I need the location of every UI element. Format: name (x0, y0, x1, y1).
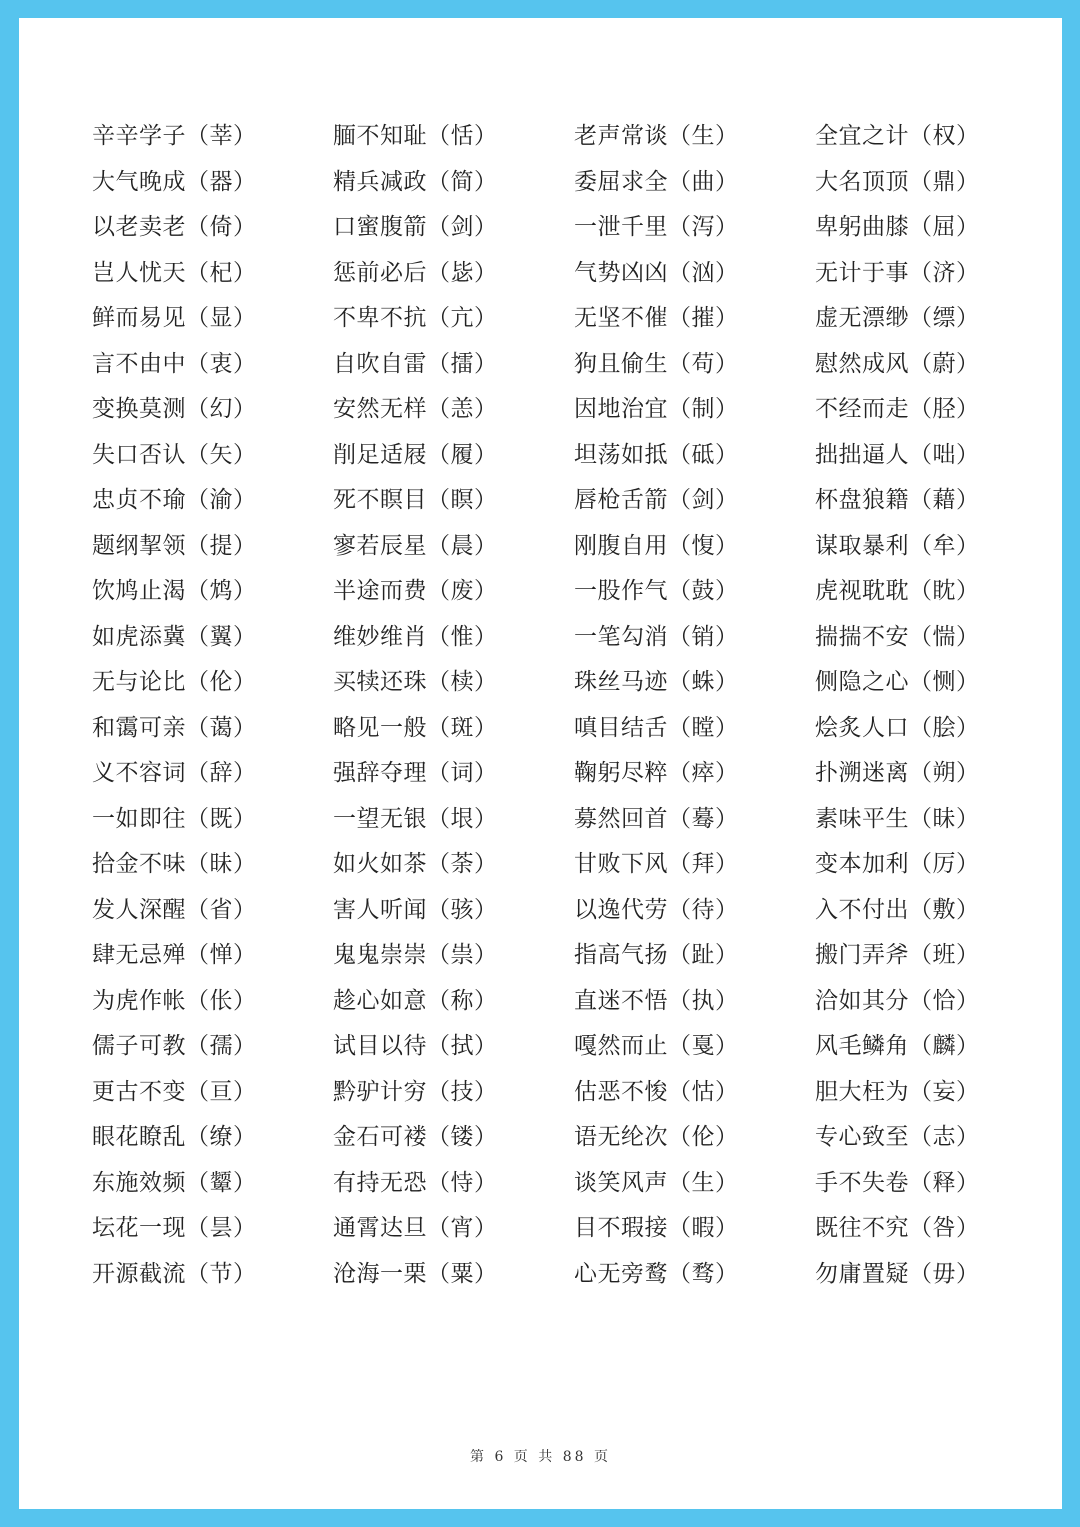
idiom-row (92, 430, 1012, 476)
idiom-row (92, 657, 1012, 703)
page-number-footer: 第 6 页 共 88 页 (470, 1449, 611, 1465)
idiom-entry: 专心致至（志） (815, 1124, 980, 1151)
idiom-entry: 心无旁鹜（骛） (574, 1260, 739, 1287)
idiom-entry: 扑溯迷离（朔） (815, 760, 980, 787)
idiom-entry: 忠贞不瑜（渝） (92, 487, 257, 514)
idiom-entry: 口蜜腹箭（剑） (333, 214, 498, 241)
idiom-entry: 甘败下风（拜） (574, 851, 739, 878)
idiom-row (92, 1203, 1012, 1249)
idiom-entry: 腼不知耻（恬） (333, 123, 498, 150)
idiom-entry: 以老卖老（倚） (92, 214, 257, 241)
idiom-entry: 拙拙逼人（咄） (815, 441, 980, 468)
idiom-entry: 死不瞑目（瞑） (333, 487, 498, 514)
idiom-entry: 岂人忧天（杞） (92, 259, 257, 286)
idiom-entry: 估恶不悛（怙） (574, 1078, 739, 1105)
idiom-entry: 素味平生（昧） (815, 805, 980, 832)
idiom-entry: 洽如其分（恰） (815, 987, 980, 1014)
idiom-entry: 略见一般（斑） (333, 714, 498, 741)
idiom-entry: 老声常谈（生） (574, 123, 739, 150)
idiom-entry: 唇枪舌箭（剑） (574, 487, 739, 514)
idiom-entry: 一望无银（垠） (333, 805, 498, 832)
idiom-entry: 有持无恐（恃） (333, 1169, 498, 1196)
idiom-entry: 侧隐之心（恻） (815, 669, 980, 696)
idiom-entry: 慰然成风（蔚） (815, 350, 980, 377)
idiom-entry: 刚腹自用（愎） (574, 532, 739, 559)
idiom-row (92, 1112, 1012, 1158)
idiom-entry: 失口否认（矢） (92, 441, 257, 468)
idiom-row (92, 794, 1012, 840)
idiom-entry: 通霄达旦（宵） (333, 1215, 498, 1242)
idiom-entry: 题纲挈领（提） (92, 532, 257, 559)
idiom-entry: 狗且偷生（苟） (574, 350, 739, 377)
idiom-entry: 风毛鳞角（麟） (815, 1033, 980, 1060)
idiom-entry: 鲜而易见（显） (92, 305, 257, 332)
idiom-entry: 为虎作帐（伥） (92, 987, 257, 1014)
idiom-entry: 寥若辰星（晨） (333, 532, 498, 559)
idiom-entry: 眼花瞭乱（缭） (92, 1124, 257, 1151)
idiom-row (92, 384, 1012, 430)
idiom-row (92, 521, 1012, 567)
idiom-entry: 杯盘狼籍（藉） (815, 487, 980, 514)
idiom-row (92, 339, 1012, 385)
idiom-entry: 一股作气（鼓） (574, 578, 739, 605)
idiom-entry: 一泄千里（泻） (574, 214, 739, 241)
idiom-entry: 更古不变（亘） (92, 1078, 257, 1105)
idiom-entry: 搬门弄斧（班） (815, 942, 980, 969)
idiom-entry: 沧海一栗（粟） (333, 1260, 498, 1287)
idiom-entry: 如火如茶（荼） (333, 851, 498, 878)
idiom-entry: 试目以待（拭） (333, 1033, 498, 1060)
idiom-entry: 精兵减政（简） (333, 168, 498, 195)
idiom-entry: 辛辛学子（莘） (92, 123, 257, 150)
idiom-entry: 鬼鬼崇崇（祟） (333, 942, 498, 969)
idiom-entry: 拾金不味（昧） (92, 851, 257, 878)
idiom-entry: 维妙维肖（惟） (333, 623, 498, 650)
idiom-entry: 坦荡如抵（砥） (574, 441, 739, 468)
idiom-entry: 一如即往（既） (92, 805, 257, 832)
idiom-entry: 无坚不催（摧） (574, 305, 739, 332)
idiom-row (92, 111, 1012, 157)
idiom-row (92, 976, 1012, 1022)
idiom-entry: 黔驴计穷（技） (333, 1078, 498, 1105)
idiom-entry: 害人听闻（骇） (333, 896, 498, 923)
idiom-entry: 惩前必后（毖） (333, 259, 498, 286)
idiom-entry: 募然回首（蓦） (574, 805, 739, 832)
idiom-entry: 强辞夺理（词） (333, 760, 498, 787)
idiom-entry: 鞠躬尽粹（瘁） (574, 760, 739, 787)
idiom-entry: 大气晚成（器） (92, 168, 257, 195)
idiom-row (92, 1021, 1012, 1067)
idiom-entry: 揣揣不安（惴） (815, 623, 980, 650)
idiom-entry: 自吹自雷（擂） (333, 350, 498, 377)
idiom-row (92, 839, 1012, 885)
idiom-row (92, 1249, 1012, 1295)
idiom-correction-table (92, 111, 1012, 1294)
idiom-entry: 饮鸠止渴（鸩） (92, 578, 257, 605)
idiom-entry: 如虎添冀（翼） (92, 623, 257, 650)
idiom-row (92, 885, 1012, 931)
idiom-entry: 义不容词（辞） (92, 760, 257, 787)
idiom-entry: 不卑不抗（亢） (333, 305, 498, 332)
idiom-entry: 不经而走（胫） (815, 396, 980, 423)
idiom-entry: 全宜之计（权） (815, 123, 980, 150)
idiom-row (92, 930, 1012, 976)
idiom-entry: 胆大枉为（妄） (815, 1078, 980, 1105)
idiom-entry: 坛花一现（昙） (92, 1215, 257, 1242)
idiom-row (92, 202, 1012, 248)
idiom-entry: 言不由中（衷） (92, 350, 257, 377)
idiom-entry: 因地治宜（制） (574, 396, 739, 423)
idiom-entry: 安然无样（恙） (333, 396, 498, 423)
idiom-row (92, 475, 1012, 521)
idiom-entry: 虎视耽耽（眈） (815, 578, 980, 605)
idiom-row (92, 612, 1012, 658)
idiom-entry: 嘎然而止（戛） (574, 1033, 739, 1060)
idiom-entry: 入不付出（敷） (815, 896, 980, 923)
idiom-entry: 既往不究（咎） (815, 1215, 980, 1242)
idiom-entry: 勿庸置疑（毋） (815, 1260, 980, 1287)
idiom-entry: 烩炙人口（脍） (815, 714, 980, 741)
idiom-entry: 买犊还珠（椟） (333, 669, 498, 696)
idiom-row (92, 1158, 1012, 1204)
idiom-entry: 变换莫测（幻） (92, 396, 257, 423)
idiom-entry: 大名顶顶（鼎） (815, 168, 980, 195)
idiom-entry: 一笔勾消（销） (574, 623, 739, 650)
idiom-entry: 指高气扬（趾） (574, 942, 739, 969)
idiom-entry: 手不失卷（释） (815, 1169, 980, 1196)
idiom-entry: 直迷不悟（执） (574, 987, 739, 1014)
idiom-row (92, 1067, 1012, 1113)
idiom-entry: 儒子可教（孺） (92, 1033, 257, 1060)
idiom-entry: 开源截流（节） (92, 1260, 257, 1287)
idiom-entry: 谈笑风声（生） (574, 1169, 739, 1196)
idiom-entry: 发人深醒（省） (92, 896, 257, 923)
idiom-row (92, 157, 1012, 203)
idiom-row (92, 703, 1012, 749)
idiom-entry: 珠丝马迹（蛛） (574, 669, 739, 696)
idiom-entry: 委屈求全（曲） (574, 168, 739, 195)
idiom-entry: 和霭可亲（蔼） (92, 714, 257, 741)
idiom-row (92, 248, 1012, 294)
idiom-entry: 虚无漂缈（缥） (815, 305, 980, 332)
idiom-row (92, 293, 1012, 339)
idiom-entry: 语无纶次（伦） (574, 1124, 739, 1151)
idiom-entry: 嗔目结舌（瞠） (574, 714, 739, 741)
idiom-entry: 卑躬曲膝（屈） (815, 214, 980, 241)
idiom-entry: 趁心如意（称） (333, 987, 498, 1014)
document-page (19, 18, 1062, 1509)
idiom-entry: 谋取暴利（牟） (815, 532, 980, 559)
idiom-entry: 气势凶凶（汹） (574, 259, 739, 286)
idiom-entry: 东施效频（颦） (92, 1169, 257, 1196)
idiom-entry: 无与论比（伦） (92, 669, 257, 696)
idiom-row (92, 566, 1012, 612)
idiom-entry: 目不瑕接（暇） (574, 1215, 739, 1242)
idiom-entry: 金石可褛（镂） (333, 1124, 498, 1151)
idiom-entry: 以逸代劳（待） (574, 896, 739, 923)
idiom-entry: 半途而费（废） (333, 578, 498, 605)
idiom-entry: 无计于事（济） (815, 259, 980, 286)
idiom-entry: 削足适屐（履） (333, 441, 498, 468)
idiom-row (92, 748, 1012, 794)
idiom-entry: 肆无忌殚（惮） (92, 942, 257, 969)
idiom-entry: 变本加利（厉） (815, 851, 980, 878)
